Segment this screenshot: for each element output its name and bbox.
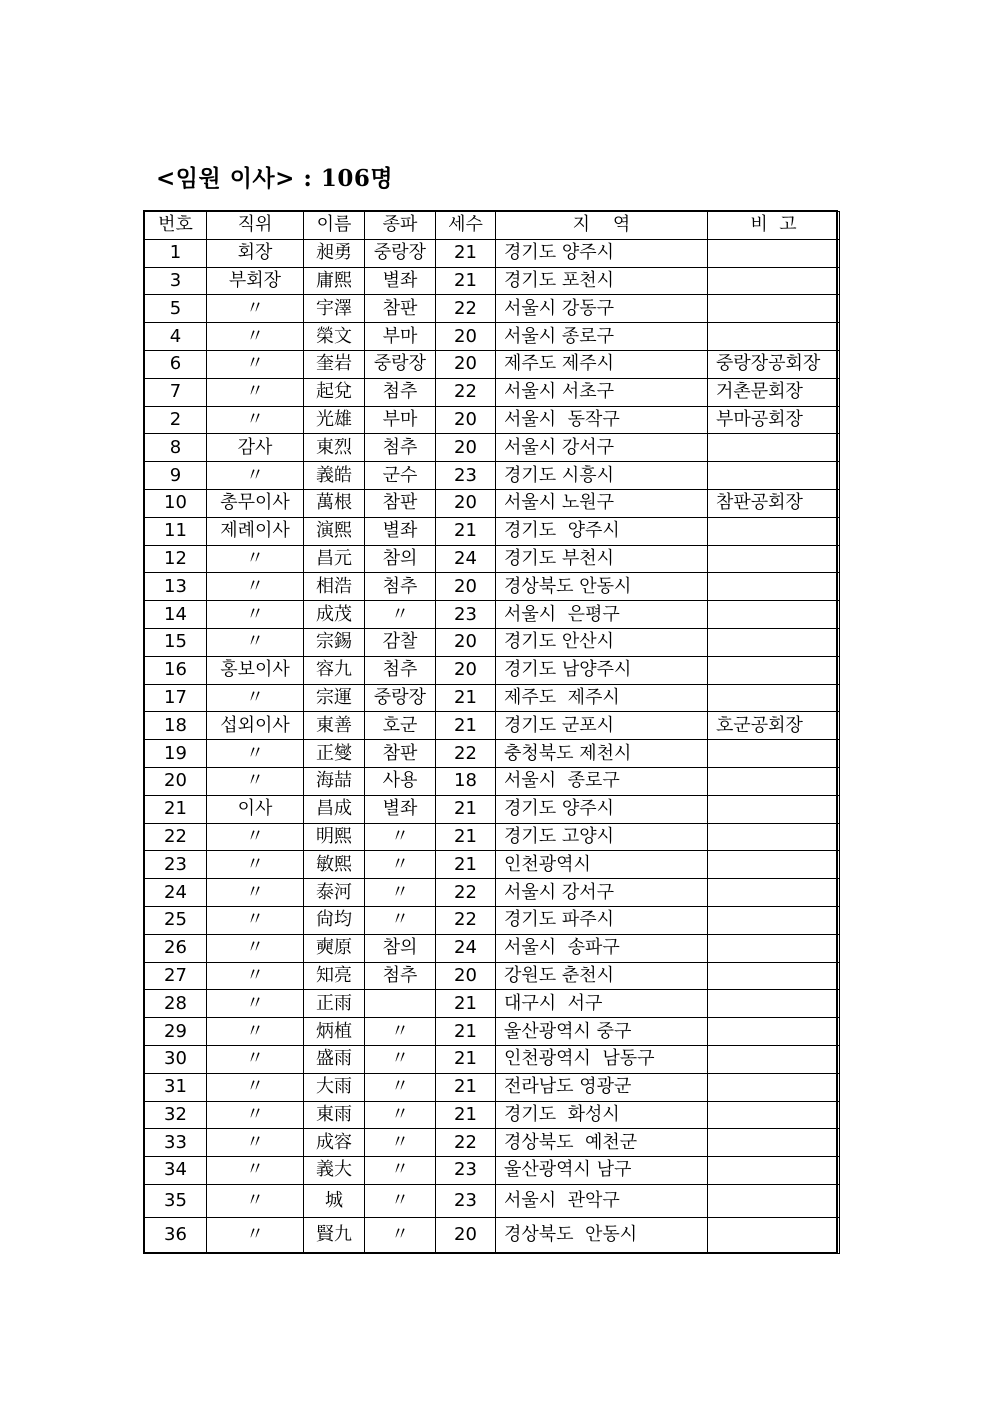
cell-lineage: 중랑장 [365, 239, 436, 267]
cell-position: 〃 [207, 1101, 304, 1129]
cell-lineage: 첨추 [365, 656, 436, 684]
cell-generation: 21 [436, 1018, 496, 1046]
cell-number: 13 [145, 573, 207, 601]
cell-position: 〃 [207, 545, 304, 573]
table-row [145, 573, 840, 601]
cell-generation: 21 [436, 1073, 496, 1101]
cell-note: 호군공회장 [708, 712, 840, 740]
cell-generation: 21 [436, 1101, 496, 1129]
cell-position: 〃 [207, 823, 304, 851]
cell-generation: 22 [436, 378, 496, 406]
cell-number: 31 [145, 1073, 207, 1101]
cell-position: 〃 [207, 406, 304, 434]
cell-name: 昶勇 [304, 239, 365, 267]
cell-lineage: 첨추 [365, 378, 436, 406]
header-position: 직위 [207, 212, 304, 240]
cell-region: 울산광역시 중구 [496, 1018, 708, 1046]
cell-number: 5 [145, 295, 207, 323]
cell-note [708, 1157, 840, 1185]
cell-note [708, 934, 840, 962]
cell-lineage: 참판 [365, 740, 436, 768]
cell-generation: 20 [436, 489, 496, 517]
table-row [145, 823, 840, 851]
cell-region: 인천광역시 남동구 [496, 1045, 708, 1073]
cell-name: 東雨 [304, 1101, 365, 1129]
cell-note [708, 267, 840, 295]
cell-lineage: 〃 [365, 1073, 436, 1101]
cell-note [708, 1217, 840, 1253]
cell-position: 〃 [207, 1018, 304, 1046]
cell-name: 庸熙 [304, 267, 365, 295]
cell-generation: 20 [436, 962, 496, 990]
cell-position: 〃 [207, 767, 304, 795]
table-row [145, 545, 840, 573]
cell-position: 〃 [207, 462, 304, 490]
cell-lineage: 참의 [365, 934, 436, 962]
cell-region: 서울시 종로구 [496, 323, 708, 351]
cell-region: 경상북도 안동시 [496, 1217, 708, 1253]
cell-number: 29 [145, 1018, 207, 1046]
cell-name: 尙均 [304, 906, 365, 934]
cell-lineage: 별좌 [365, 795, 436, 823]
cell-lineage: 첨추 [365, 434, 436, 462]
cell-name: 演熙 [304, 517, 365, 545]
cell-note [708, 990, 840, 1018]
cell-lineage: 〃 [365, 851, 436, 879]
cell-region: 서울시 동작구 [496, 406, 708, 434]
cell-region: 경기도 양주시 [496, 517, 708, 545]
table-row [145, 962, 840, 990]
cell-region: 경기도 남양주시 [496, 656, 708, 684]
cell-generation: 20 [436, 573, 496, 601]
cell-lineage: 첨추 [365, 573, 436, 601]
cell-generation: 21 [436, 823, 496, 851]
cell-generation: 21 [436, 239, 496, 267]
cell-lineage: 〃 [365, 1184, 436, 1217]
cell-region: 경기도 안산시 [496, 628, 708, 656]
cell-position: 섭외이사 [207, 712, 304, 740]
cell-lineage: 군수 [365, 462, 436, 490]
cell-position: 〃 [207, 1129, 304, 1157]
cell-region: 서울시 강서구 [496, 434, 708, 462]
cell-region: 경상북도 안동시 [496, 573, 708, 601]
cell-note [708, 573, 840, 601]
cell-number: 3 [145, 267, 207, 295]
cell-lineage: 별좌 [365, 517, 436, 545]
table-row [145, 406, 840, 434]
cell-region: 경기도 부천시 [496, 545, 708, 573]
cell-lineage: 〃 [365, 1018, 436, 1046]
table-row [145, 1184, 840, 1217]
cell-generation: 21 [436, 795, 496, 823]
cell-region: 경기도 시흥시 [496, 462, 708, 490]
header-note: 비 고 [708, 212, 840, 240]
cell-note [708, 1018, 840, 1046]
cell-generation: 20 [436, 656, 496, 684]
cell-region: 서울시 송파구 [496, 934, 708, 962]
cell-region: 경기도 양주시 [496, 239, 708, 267]
cell-name: 明熙 [304, 823, 365, 851]
cell-position: 이사 [207, 795, 304, 823]
cell-note [708, 823, 840, 851]
cell-name: 萬根 [304, 489, 365, 517]
table-row [145, 350, 840, 378]
cell-note [708, 767, 840, 795]
cell-number: 8 [145, 434, 207, 462]
cell-number: 4 [145, 323, 207, 351]
cell-lineage: 참의 [365, 545, 436, 573]
cell-note [708, 795, 840, 823]
cell-region: 제주도 제주시 [496, 684, 708, 712]
cell-number: 18 [145, 712, 207, 740]
cell-region: 인천광역시 [496, 851, 708, 879]
cell-note [708, 295, 840, 323]
table-row [145, 767, 840, 795]
cell-generation: 23 [436, 1157, 496, 1185]
cell-note [708, 434, 840, 462]
cell-name: 昌成 [304, 795, 365, 823]
cell-region: 울산광역시 남구 [496, 1157, 708, 1185]
cell-generation: 18 [436, 767, 496, 795]
cell-note [708, 906, 840, 934]
cell-name: 容九 [304, 656, 365, 684]
cell-note [708, 462, 840, 490]
table-row [145, 323, 840, 351]
cell-name: 東烈 [304, 434, 365, 462]
cell-generation: 22 [436, 906, 496, 934]
table-row [145, 795, 840, 823]
cell-name: 大雨 [304, 1073, 365, 1101]
cell-generation: 20 [436, 323, 496, 351]
table-row [145, 990, 840, 1018]
cell-region: 제주도 제주시 [496, 350, 708, 378]
cell-number: 25 [145, 906, 207, 934]
cell-note [708, 962, 840, 990]
cell-lineage: 〃 [365, 1157, 436, 1185]
table-row [145, 1157, 840, 1185]
cell-name: 相浩 [304, 573, 365, 601]
cell-region: 경상북도 예천군 [496, 1129, 708, 1157]
header-name: 이름 [304, 212, 365, 240]
cell-position: 〃 [207, 1184, 304, 1217]
cell-position: 〃 [207, 1073, 304, 1101]
table-row [145, 1073, 840, 1101]
table-row [145, 239, 840, 267]
table-row [145, 1018, 840, 1046]
cell-lineage: 〃 [365, 906, 436, 934]
cell-generation: 21 [436, 517, 496, 545]
cell-lineage: 참판 [365, 489, 436, 517]
cell-name: 起兌 [304, 378, 365, 406]
cell-lineage: 〃 [365, 1129, 436, 1157]
cell-position: 〃 [207, 990, 304, 1018]
page-title: <임원 이사> : 106명 [156, 165, 394, 192]
cell-region: 대구시 서구 [496, 990, 708, 1018]
cell-number: 21 [145, 795, 207, 823]
cell-name: 賢九 [304, 1217, 365, 1253]
cell-name: 宇澤 [304, 295, 365, 323]
cell-number: 22 [145, 823, 207, 851]
cell-number: 32 [145, 1101, 207, 1129]
cell-name: 宗運 [304, 684, 365, 712]
cell-number: 6 [145, 350, 207, 378]
cell-generation: 20 [436, 1217, 496, 1253]
table-row [145, 489, 840, 517]
cell-lineage: 참판 [365, 295, 436, 323]
cell-note [708, 851, 840, 879]
cell-number: 17 [145, 684, 207, 712]
table-row [145, 906, 840, 934]
table-row [145, 517, 840, 545]
cell-position: 〃 [207, 1217, 304, 1253]
cell-note [708, 879, 840, 907]
cell-name: 成容 [304, 1129, 365, 1157]
cell-region: 전라남도 영광군 [496, 1073, 708, 1101]
cell-position: 회장 [207, 239, 304, 267]
cell-lineage [365, 990, 436, 1018]
cell-generation: 20 [436, 434, 496, 462]
cell-generation: 21 [436, 851, 496, 879]
cell-lineage: 중랑장 [365, 684, 436, 712]
cell-generation: 22 [436, 295, 496, 323]
cell-region: 강원도 춘천시 [496, 962, 708, 990]
cell-number: 34 [145, 1157, 207, 1185]
cell-note: 부마공회장 [708, 406, 840, 434]
cell-position: 〃 [207, 628, 304, 656]
cell-number: 20 [145, 767, 207, 795]
cell-position: 〃 [207, 295, 304, 323]
cell-note [708, 628, 840, 656]
cell-generation: 21 [436, 990, 496, 1018]
cell-number: 27 [145, 962, 207, 990]
cell-note [708, 601, 840, 629]
cell-position: 홍보이사 [207, 656, 304, 684]
cell-generation: 24 [436, 545, 496, 573]
cell-position: 〃 [207, 962, 304, 990]
cell-lineage: 별좌 [365, 267, 436, 295]
cell-position: 〃 [207, 1045, 304, 1073]
cell-note: 참판공회장 [708, 489, 840, 517]
cell-region: 경기도 고양시 [496, 823, 708, 851]
cell-note: 거촌문회장 [708, 378, 840, 406]
cell-number: 12 [145, 545, 207, 573]
cell-lineage: 중랑장 [365, 350, 436, 378]
table-row [145, 1129, 840, 1157]
cell-region: 서울시 관악구 [496, 1184, 708, 1217]
table-row [145, 1045, 840, 1073]
cell-lineage: 〃 [365, 823, 436, 851]
table-row [145, 601, 840, 629]
cell-name: 榮文 [304, 323, 365, 351]
cell-position: 〃 [207, 573, 304, 601]
cell-number: 2 [145, 406, 207, 434]
cell-number: 35 [145, 1184, 207, 1217]
cell-generation: 20 [436, 406, 496, 434]
cell-note [708, 323, 840, 351]
cell-note [708, 656, 840, 684]
cell-lineage: 첨추 [365, 962, 436, 990]
cell-lineage: 〃 [365, 879, 436, 907]
cell-name: 正雨 [304, 990, 365, 1018]
cell-note [708, 1045, 840, 1073]
cell-lineage: 부마 [365, 406, 436, 434]
cell-name: 正燮 [304, 740, 365, 768]
table-row [145, 712, 840, 740]
cell-number: 7 [145, 378, 207, 406]
cell-number: 16 [145, 656, 207, 684]
cell-position: 〃 [207, 1157, 304, 1185]
header-lineage: 종파 [365, 212, 436, 240]
cell-generation: 20 [436, 350, 496, 378]
cell-position: 총무이사 [207, 489, 304, 517]
cell-position: 〃 [207, 350, 304, 378]
cell-name: 海喆 [304, 767, 365, 795]
table-row [145, 740, 840, 768]
cell-name: 泰河 [304, 879, 365, 907]
cell-position: 〃 [207, 601, 304, 629]
cell-note: 중랑장공회장 [708, 350, 840, 378]
cell-position: 부회장 [207, 267, 304, 295]
table-row [145, 684, 840, 712]
header-region: 지 역 [496, 212, 708, 240]
cell-note [708, 684, 840, 712]
cell-generation: 24 [436, 934, 496, 962]
cell-note [708, 517, 840, 545]
cell-position: 〃 [207, 378, 304, 406]
cell-name: 光雄 [304, 406, 365, 434]
cell-generation: 20 [436, 628, 496, 656]
cell-position: 〃 [207, 740, 304, 768]
cell-name: 盛雨 [304, 1045, 365, 1073]
cell-generation: 23 [436, 601, 496, 629]
cell-note [708, 1073, 840, 1101]
cell-note [708, 1129, 840, 1157]
cell-number: 30 [145, 1045, 207, 1073]
cell-generation: 23 [436, 1184, 496, 1217]
cell-position: 〃 [207, 684, 304, 712]
cell-region: 경기도 파주시 [496, 906, 708, 934]
cell-region: 서울시 노원구 [496, 489, 708, 517]
cell-generation: 23 [436, 462, 496, 490]
cell-region: 충청북도 제천시 [496, 740, 708, 768]
header-generation: 세수 [436, 212, 496, 240]
cell-lineage: 감찰 [365, 628, 436, 656]
table-row [145, 378, 840, 406]
cell-number: 33 [145, 1129, 207, 1157]
cell-position: 제례이사 [207, 517, 304, 545]
cell-lineage: 〃 [365, 1045, 436, 1073]
cell-generation: 22 [436, 1129, 496, 1157]
table-row [145, 434, 840, 462]
cell-generation: 22 [436, 879, 496, 907]
cell-name: 成茂 [304, 601, 365, 629]
cell-region: 서울시 강동구 [496, 295, 708, 323]
cell-number: 24 [145, 879, 207, 907]
cell-lineage: 사용 [365, 767, 436, 795]
cell-generation: 21 [436, 267, 496, 295]
officer-table [144, 211, 840, 1254]
cell-name: 東善 [304, 712, 365, 740]
cell-generation: 21 [436, 1045, 496, 1073]
cell-region: 경기도 화성시 [496, 1101, 708, 1129]
cell-number: 19 [145, 740, 207, 768]
cell-lineage: 〃 [365, 601, 436, 629]
table-row [145, 851, 840, 879]
cell-name: 城 [304, 1184, 365, 1217]
cell-lineage: 〃 [365, 1217, 436, 1253]
cell-name: 奭原 [304, 934, 365, 962]
cell-note [708, 740, 840, 768]
cell-name: 敏熙 [304, 851, 365, 879]
cell-lineage: 부마 [365, 323, 436, 351]
cell-note [708, 1101, 840, 1129]
cell-generation: 21 [436, 684, 496, 712]
cell-region: 서울시 서초구 [496, 378, 708, 406]
cell-region: 경기도 양주시 [496, 795, 708, 823]
cell-number: 10 [145, 489, 207, 517]
cell-position: 〃 [207, 934, 304, 962]
cell-note [708, 239, 840, 267]
cell-number: 23 [145, 851, 207, 879]
cell-name: 奎岩 [304, 350, 365, 378]
table-row [145, 656, 840, 684]
cell-generation: 22 [436, 740, 496, 768]
cell-number: 14 [145, 601, 207, 629]
cell-position: 〃 [207, 851, 304, 879]
cell-number: 11 [145, 517, 207, 545]
cell-note [708, 545, 840, 573]
cell-name: 宗錫 [304, 628, 365, 656]
cell-name: 知亮 [304, 962, 365, 990]
table-row [145, 934, 840, 962]
cell-position: 〃 [207, 323, 304, 351]
cell-region: 경기도 군포시 [496, 712, 708, 740]
cell-region: 서울시 종로구 [496, 767, 708, 795]
table-row [145, 628, 840, 656]
cell-region: 서울시 은평구 [496, 601, 708, 629]
table-header-row [145, 212, 840, 240]
cell-name: 義大 [304, 1157, 365, 1185]
cell-number: 28 [145, 990, 207, 1018]
cell-position: 〃 [207, 879, 304, 907]
table-row [145, 1217, 840, 1253]
cell-number: 36 [145, 1217, 207, 1253]
cell-number: 9 [145, 462, 207, 490]
cell-number: 26 [145, 934, 207, 962]
cell-number: 1 [145, 239, 207, 267]
cell-position: 감사 [207, 434, 304, 462]
cell-name: 昌元 [304, 545, 365, 573]
header-number: 번호 [145, 212, 207, 240]
cell-region: 서울시 강서구 [496, 879, 708, 907]
table-row [145, 295, 840, 323]
table-row [145, 879, 840, 907]
table-row [145, 462, 840, 490]
table-row [145, 267, 840, 295]
cell-name: 義皓 [304, 462, 365, 490]
cell-generation: 21 [436, 712, 496, 740]
cell-lineage: 〃 [365, 1101, 436, 1129]
cell-region: 경기도 포천시 [496, 267, 708, 295]
table-row [145, 1101, 840, 1129]
cell-position: 〃 [207, 906, 304, 934]
cell-name: 炳植 [304, 1018, 365, 1046]
cell-lineage: 호군 [365, 712, 436, 740]
cell-number: 15 [145, 628, 207, 656]
cell-note [708, 1184, 840, 1217]
